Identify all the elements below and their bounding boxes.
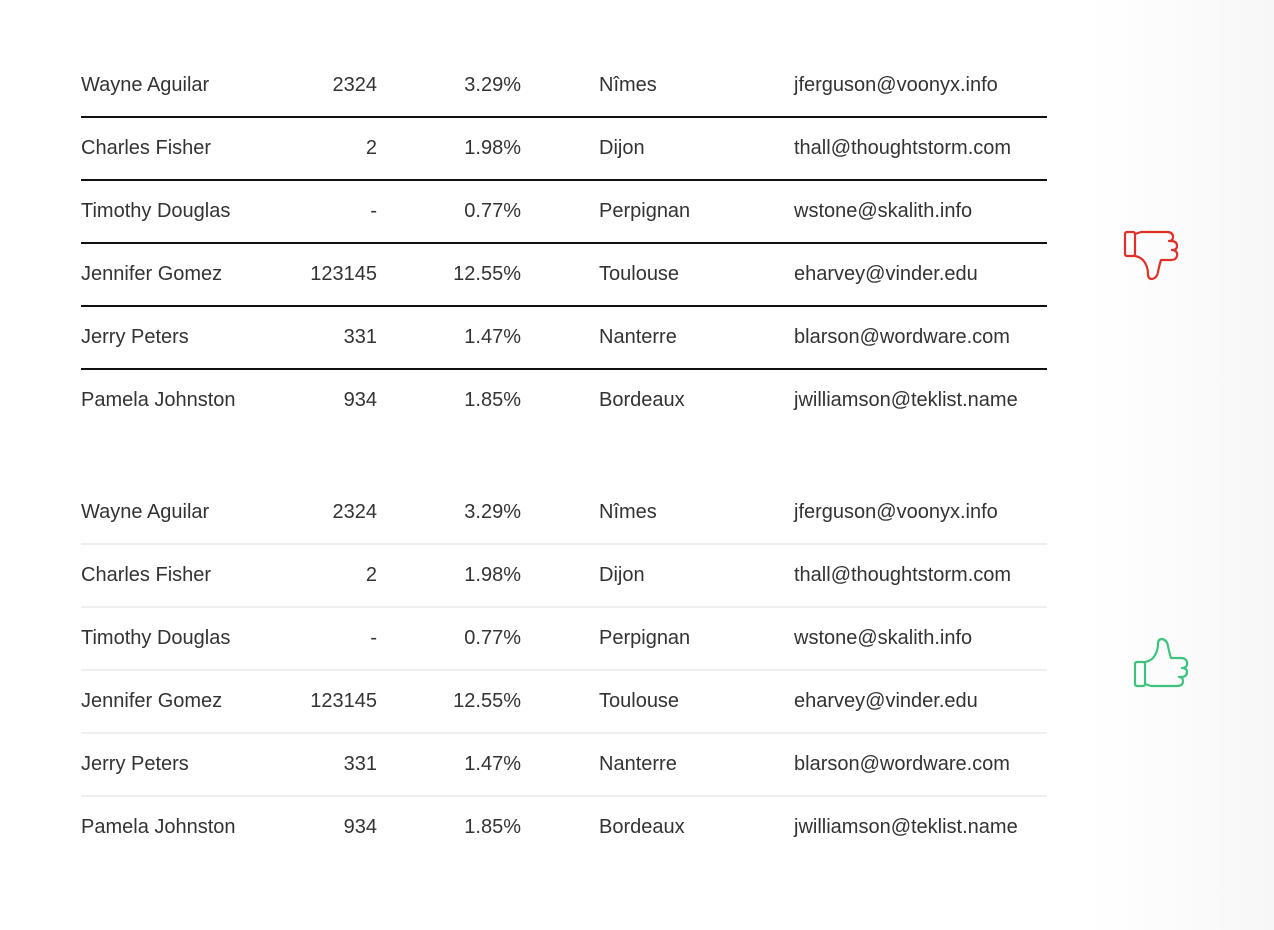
table-row (81, 55, 1047, 118)
percent-cell: 1.85% (464, 816, 521, 838)
percent-cell: 3.29% (464, 501, 521, 523)
name-cell: Timothy Douglas (81, 627, 231, 649)
number-cell: 123145 (310, 690, 377, 712)
email-cell: wstone@skalith.info (794, 627, 973, 649)
percent-cell: 1.47% (464, 753, 521, 775)
city-cell: Perpignan (599, 627, 691, 649)
name-cell: Wayne Aguilar (81, 74, 210, 96)
city-cell: Nanterre (599, 326, 677, 348)
number-cell: 2 (365, 137, 377, 159)
name-cell: Jennifer Gomez (81, 690, 223, 712)
name-cell: Jennifer Gomez (81, 263, 223, 285)
city-cell: Toulouse (599, 690, 680, 712)
email-cell: jferguson@voonyx.info (794, 74, 998, 96)
email-cell: thall@thoughtstorm.com (794, 564, 1012, 586)
email-cell: blarson@wordware.com (794, 326, 1010, 348)
table-row (81, 181, 1047, 244)
number-cell: 934 (343, 389, 377, 411)
percent-cell: 3.29% (464, 74, 521, 96)
email-cell: jwilliamson@teklist.name (794, 816, 1018, 838)
number-cell: 331 (343, 753, 377, 775)
number-cell: - (370, 200, 377, 222)
city-cell: Bordeaux (599, 816, 685, 838)
city-cell: Perpignan (599, 200, 691, 222)
city-cell: Dijon (599, 137, 645, 159)
email-cell: jwilliamson@teklist.name (794, 389, 1018, 411)
email-cell: blarson@wordware.com (794, 753, 1010, 775)
email-cell: jferguson@voonyx.info (794, 501, 998, 523)
city-cell: Toulouse (599, 263, 680, 285)
name-cell: Pamela Johnston (81, 816, 236, 838)
number-cell: - (370, 627, 377, 649)
number-cell: 123145 (310, 263, 377, 285)
table-row (81, 671, 1047, 734)
table-row (81, 118, 1047, 181)
percent-cell: 0.77% (464, 627, 521, 649)
number-cell: 2324 (332, 74, 377, 96)
city-cell: Nanterre (599, 753, 677, 775)
name-cell: Charles Fisher (81, 564, 212, 586)
number-cell: 2 (365, 564, 377, 586)
email-cell: wstone@skalith.info (794, 200, 973, 222)
table-row (81, 797, 1047, 858)
percent-cell: 12.55% (453, 263, 521, 285)
name-cell: Timothy Douglas (81, 200, 231, 222)
name-cell: Pamela Johnston (81, 389, 236, 411)
email-cell: eharvey@vinder.edu (794, 263, 978, 285)
city-cell: Dijon (599, 564, 645, 586)
right-background-shade (1090, 0, 1274, 930)
name-cell: Wayne Aguilar (81, 501, 210, 523)
name-cell: Jerry Peters (81, 753, 189, 775)
email-cell: thall@thoughtstorm.com (794, 137, 1012, 159)
percent-cell: 1.47% (464, 326, 521, 348)
city-cell: Nîmes (599, 501, 657, 523)
percent-cell: 1.98% (464, 137, 521, 159)
city-cell: Nîmes (599, 74, 657, 96)
table-row (81, 545, 1047, 608)
good-example-table (81, 482, 1047, 858)
percent-cell: 12.55% (453, 690, 521, 712)
percent-cell: 0.77% (464, 200, 521, 222)
table-row (81, 482, 1047, 545)
thumbs-up-icon (1131, 632, 1191, 692)
number-cell: 2324 (332, 501, 377, 523)
number-cell: 331 (343, 326, 377, 348)
thumbs-down-icon (1121, 226, 1181, 286)
table-row (81, 307, 1047, 370)
table-row (81, 244, 1047, 307)
number-cell: 934 (343, 816, 377, 838)
percent-cell: 1.85% (464, 389, 521, 411)
name-cell: Jerry Peters (81, 326, 189, 348)
table-row (81, 608, 1047, 671)
table-row (81, 370, 1047, 431)
table-row (81, 734, 1047, 797)
city-cell: Bordeaux (599, 389, 685, 411)
bad-example-table (81, 55, 1047, 431)
email-cell: eharvey@vinder.edu (794, 690, 978, 712)
percent-cell: 1.98% (464, 564, 521, 586)
name-cell: Charles Fisher (81, 137, 212, 159)
